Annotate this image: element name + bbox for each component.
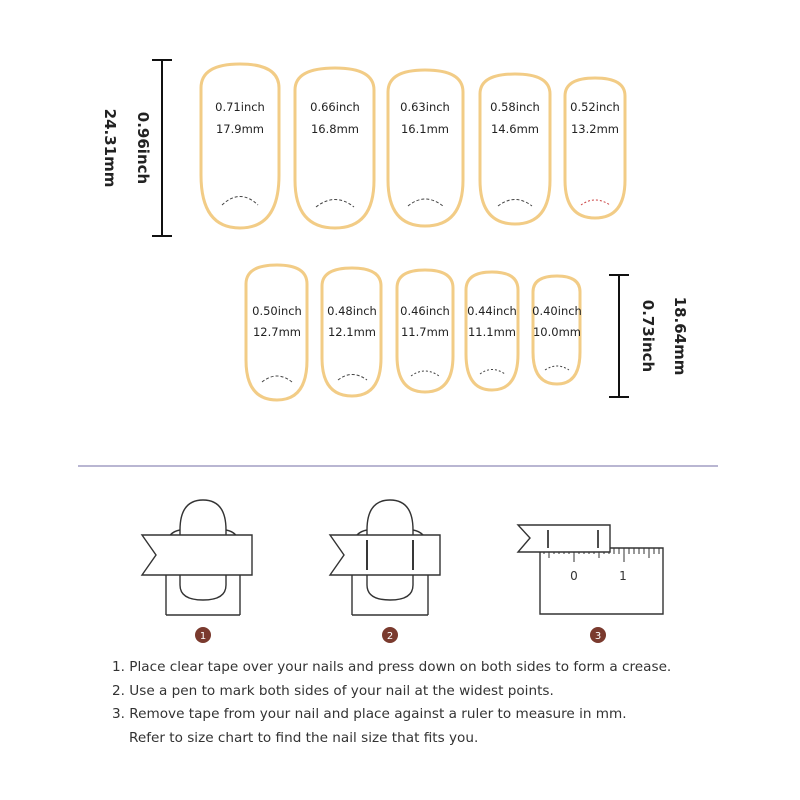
nail-size-14-6mm xyxy=(480,74,550,224)
nail-mm-label: 13.2mm xyxy=(570,122,620,136)
instruction-step-2: 2. Use a pen to mark both sides of your nail at the widest points. xyxy=(112,682,554,699)
tape-on-ruler-icon xyxy=(518,525,663,614)
ruler-label-1: 1 xyxy=(619,569,627,583)
bottom-height-inch: 0.73inch xyxy=(639,299,657,373)
nail-inch-label: 0.48inch xyxy=(327,304,377,318)
top-height-mm: 24.31mm xyxy=(101,108,119,188)
nail-size-13-2mm xyxy=(565,78,625,218)
nail-mm-label: 16.8mm xyxy=(310,122,360,136)
instructions-list xyxy=(112,656,772,750)
nail-mm-label: 17.9mm xyxy=(215,122,265,136)
top-height-inch: 0.96inch xyxy=(134,111,152,185)
nail-inch-label: 0.52inch xyxy=(570,100,620,114)
nail-inch-label: 0.50inch xyxy=(252,304,302,318)
nail-mm-label: 16.1mm xyxy=(400,122,450,136)
svg-text:3: 3 xyxy=(594,631,602,642)
step-badge-3 xyxy=(590,627,606,643)
instruction-note: Refer to size chart to find the nail size that fits you. xyxy=(129,729,479,746)
pen-marked-tape-icon xyxy=(330,500,440,615)
top-height-marker xyxy=(101,60,172,236)
nail-size-12-1mm xyxy=(322,268,381,396)
nail-inch-label: 0.71inch xyxy=(215,100,265,114)
nail-inch-label: 0.58inch xyxy=(490,100,540,114)
step-badge-2 xyxy=(382,627,398,643)
nail-size-17-9mm xyxy=(201,64,279,228)
nail-size-12-7mm xyxy=(246,265,307,400)
nail-inch-label: 0.40inch xyxy=(532,304,582,318)
nail-mm-label: 12.7mm xyxy=(252,325,302,339)
instruction-step-3: 3. Remove tape from your nail and place against a ruler to measure in mm. xyxy=(112,706,627,722)
bottom-height-marker xyxy=(609,275,689,397)
tape-on-nail-icon xyxy=(142,500,252,615)
nail-size-11-7mm xyxy=(397,270,453,392)
nail-inch-label: 0.66inch xyxy=(310,100,360,114)
nail-mm-label: 10.0mm xyxy=(532,325,582,339)
nail-size-16-8mm xyxy=(295,68,374,228)
nail-size-10-0mm xyxy=(532,276,582,384)
top-nail-row xyxy=(201,64,625,228)
step-badge-1 xyxy=(195,627,211,643)
nail-size-11-1mm xyxy=(466,272,518,390)
nail-inch-label: 0.63inch xyxy=(400,100,450,114)
nail-mm-label: 11.7mm xyxy=(400,325,450,339)
nail-inch-label: 0.46inch xyxy=(400,304,450,318)
nail-size-16-1mm xyxy=(388,70,463,226)
nail-mm-label: 14.6mm xyxy=(490,122,540,136)
instruction-step-1: 1. Place clear tape over your nails and press down on both sides to form a crease. xyxy=(112,659,672,675)
bottom-nail-row xyxy=(246,265,582,400)
svg-text:2: 2 xyxy=(386,631,394,642)
ruler-label-0: 0 xyxy=(570,569,578,583)
svg-text:1: 1 xyxy=(199,631,207,642)
nail-inch-label: 0.44inch xyxy=(467,304,517,318)
nail-mm-label: 12.1mm xyxy=(327,325,377,339)
bottom-height-mm: 18.64mm xyxy=(671,296,689,376)
nail-mm-label: 11.1mm xyxy=(467,325,517,339)
